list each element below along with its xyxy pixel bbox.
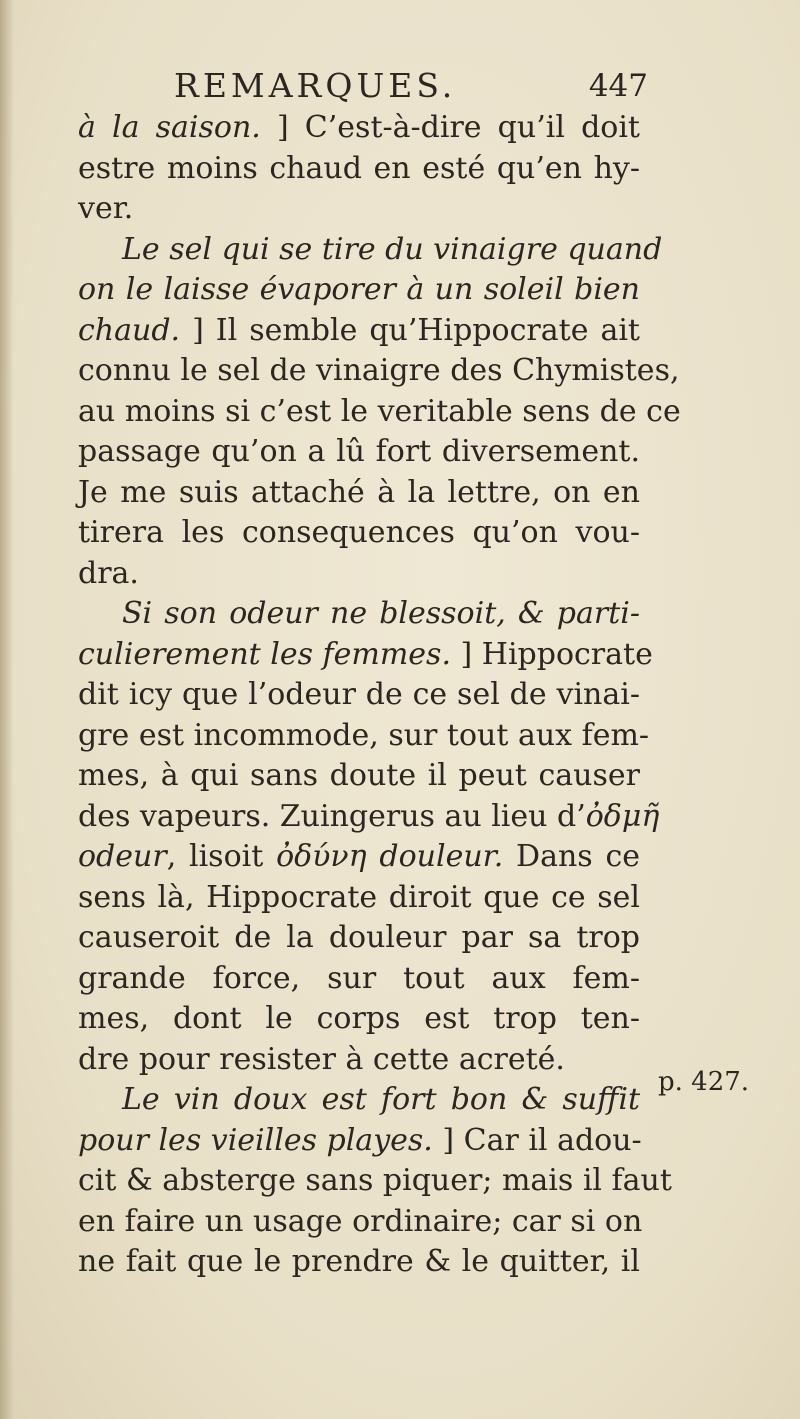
text-segment: passage qu’on a lû fort diversement. [78,434,640,469]
text-segment: en faire un usage ordinaire; car si on [78,1203,643,1239]
text-segment: grande force, sur tout aux fem- [78,960,640,996]
italic-text-segment: ὀδμῆ [585,798,660,834]
text-line [78,311,640,352]
running-header [78,66,648,110]
text-line [78,1161,672,1202]
text-line [78,999,640,1040]
italic-text-segment: ὀδύνη douleur. [276,839,504,874]
italic-text-segment: Le vin doux est fort bon & suffit [122,1082,640,1117]
text-line [78,594,640,635]
text-line [78,1242,640,1283]
text-line [78,432,640,473]
text-segment: des vapeurs. Zuingerus au lieu d’ [78,798,586,834]
text-line [78,756,640,797]
text-segment: dre pour resister à cette acreté. [78,1041,565,1077]
text-segment: ] Il semble qu’Hippocrate ait [180,312,640,348]
text-segment: dit icy que l’odeur de ce sel de vinai- [78,677,640,712]
text-line [78,392,681,433]
italic-text-segment: chaud. [78,312,181,348]
text-segment: Dans ce [503,839,640,874]
text-segment: gre est incommode, sur tout aux fem- [78,717,650,753]
text-line [78,1040,640,1081]
text-line [78,351,680,392]
text-segment: cit & absterge sans piquer; mais il faut [78,1163,672,1198]
text-line [78,230,663,271]
text-segment: ] Hippocrate [451,636,653,672]
text-segment: mes, à qui sans doute il peut causer [78,758,640,793]
text-line [78,149,640,190]
text-segment: ] C’est-à-dire qu’il doit [260,110,640,145]
text-segment: tirera les consequences qu’on vou- [78,515,640,550]
text-line [78,1080,640,1121]
page-gutter-shadow [0,0,14,1419]
text-line [78,959,640,1000]
text-line [78,635,653,676]
text-line [78,270,640,311]
italic-text-segment: on le laisse évaporer à un soleil bien [78,272,640,307]
text-segment: ne fait que le prendre & le quitter, il [78,1244,640,1279]
text-line [78,1202,643,1243]
text-segment: ver. [78,191,134,226]
italic-text-segment: à la saison. [78,110,261,145]
text-segment: connu le sel de vinaigre des Chymistes, [78,353,680,388]
text-line [78,513,640,554]
italic-text-segment: culierement les femmes. [78,636,451,672]
text-segment: causeroit de la douleur par sa trop [78,920,640,955]
text-line [78,797,660,838]
text-segment: ] Car il adou- [432,1122,642,1158]
text-line [78,473,640,514]
italic-text-segment: Le sel qui se tire du vinaigre quand [122,231,663,267]
text-line [78,675,640,716]
text-line [78,108,640,149]
text-line [78,918,640,959]
text-segment: dra. [78,555,139,591]
text-line [78,189,640,230]
text-segment: mes, dont le corps est trop ten- [78,1001,640,1036]
text-line [78,837,640,878]
italic-text-segment: pour les vieilles playes. [78,1122,433,1158]
text-segment: , lisoit [166,839,277,874]
text-line [78,716,650,757]
text-line [78,1121,640,1162]
running-title: REMARQUES. [174,66,457,105]
text-segment: Je me suis attaché à la lettre, on en [78,474,640,510]
body-text [78,108,681,1283]
margin-note: p. 427. [658,1067,750,1097]
text-line [78,878,640,919]
text-segment: sens là, Hippocrate diroit que ce sel [78,879,640,915]
italic-text-segment: Si son odeur ne blessoit, & parti- [122,596,640,631]
text-line [78,554,640,595]
italic-text-segment: odeur [78,839,167,874]
text-segment: au moins si c’est le veritable sens de ce [78,393,681,429]
text-segment: estre moins chaud en esté qu’en hy- [78,150,640,186]
page-number: 447 [588,68,648,104]
